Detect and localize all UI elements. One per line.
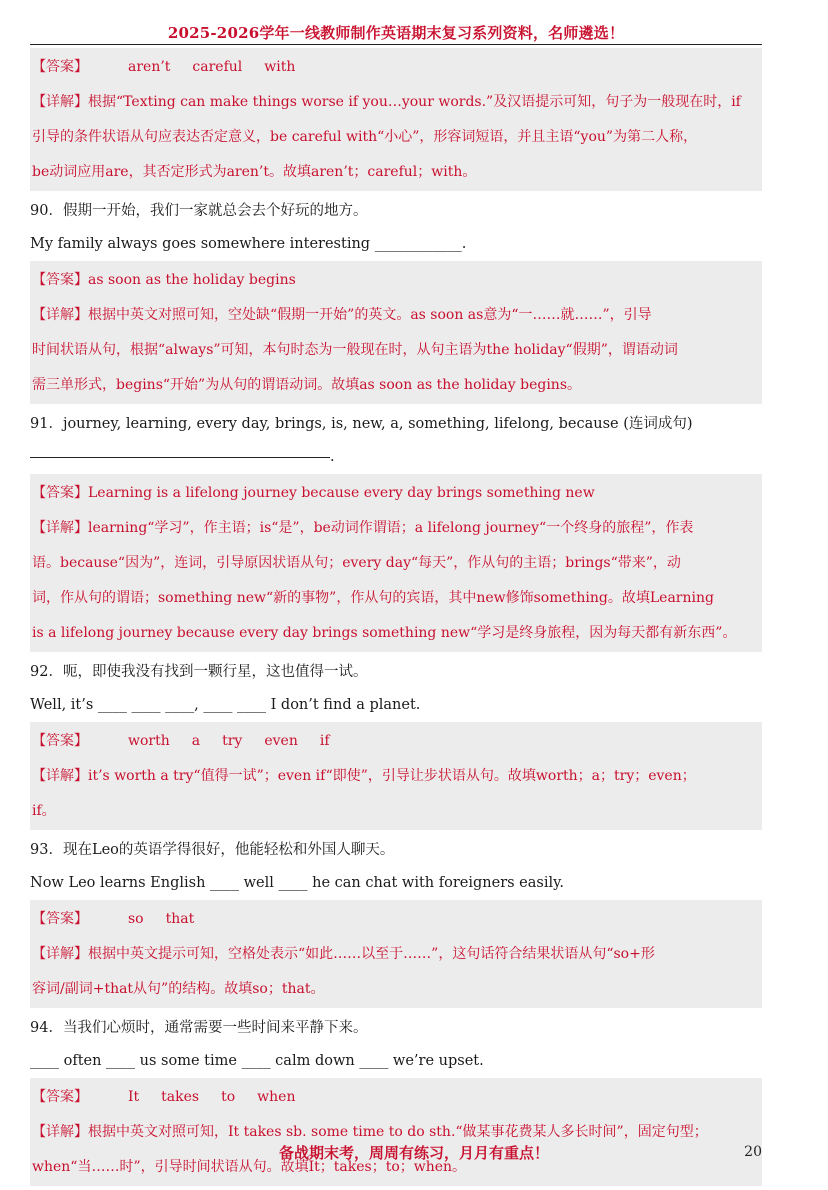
document-body (30, 48, 762, 1190)
answer-label: 【答案】 (32, 1089, 88, 1105)
explanation-line (32, 511, 758, 546)
explanation-line (32, 937, 758, 972)
answer-box (30, 474, 762, 652)
explanation-text: learning“学习”，作主语；is“是”，be动词作谓语；a lifelong journey“一个终身的旅程”，作表 (88, 520, 694, 536)
question-en: My family always goes somewhere interesting ____________. (30, 236, 467, 252)
question-cn: 91．journey, learning, every day, brings, is, new, a, something, lifelong, because (连词成句) (30, 416, 693, 432)
answer-box (30, 261, 762, 404)
explanation-text: 根据中英文对照可知，空处缺“假期一开始”的英文。as soon as意为“一……就……”，引导 (88, 307, 652, 323)
question-en: Well, it’s ____ ____ ____, ____ ____ I don’t find a planet. (30, 697, 421, 713)
answer-line (32, 1080, 758, 1115)
answer-token: worth (128, 733, 170, 749)
answer-token: try (222, 733, 243, 749)
explanation-line: be动词应用are，其否定形式为aren’t。故填aren’t；careful；with。 (32, 164, 477, 180)
answer-token: It (128, 1089, 140, 1105)
answer-line (32, 724, 758, 759)
explanation-text: 根据中英文对照可知，It takes sb. some time to do sth.“做某事花费某人多长时间”，固定句型； (88, 1124, 708, 1140)
explanation-line (32, 298, 758, 333)
question-en: Now Leo learns English ____ well ____ he can chat with foreigners easily. (30, 875, 564, 891)
answer-token: that (165, 911, 195, 927)
explanation-text: 根据“Texting can make things worse if you…your words.”及汉语提示可知，句子为一般现在时，if (88, 94, 741, 110)
explanation-line: 容词/副词+that从句”的结构。故填so；that。 (32, 981, 325, 997)
answer-token: careful (192, 59, 243, 75)
answer-label: 【答案】 (32, 733, 88, 749)
question-en-tail: . (330, 449, 335, 465)
explanation-line: when“当……时”，引导时间状语从句。故填It；takes；to；when。 (32, 1159, 467, 1175)
explanation-line: 语。because“因为”，连词，引导原因状语从句；every day“每天”，作从句的主语；brings“带来”，动 (32, 555, 681, 571)
question-cn: 90．假期一开始，我们一家就总会去个好玩的地方。 (30, 203, 368, 219)
explanation-line: is a lifelong journey because every day brings something new“学习是终身旅程，因为每天都有新东西”。 (32, 625, 737, 641)
answer-line (32, 902, 758, 937)
answer-token: so (128, 911, 144, 927)
explanation-line (32, 759, 758, 794)
answer-box (30, 900, 762, 1008)
page-footer: 备战期末考，周周有练习，月月有重点！ (278, 1144, 549, 1162)
explanation-line: 时间状语从句，根据“always”可知，本句时态为一般现在时，从句主语为the holiday“假期”，谓语动词 (32, 342, 678, 358)
answer-label: 【答案】 (32, 272, 88, 288)
answer-label: 【答案】 (32, 911, 88, 927)
question-en: ____ often ____ us some time ____ calm down ____ we’re upset. (30, 1053, 484, 1069)
explanation-line: 引导的条件状语从句应表达否定意义，be careful with“小心”，形容词短语，并且主语“you”为第二人称， (32, 129, 698, 145)
answer-label: 【答案】 (32, 485, 88, 501)
explanation-label: 【详解】 (32, 94, 88, 110)
explanation-text: 根据中英文提示可知，空格处表示“如此……以至于……”，这句话符合结果状语从句“so+形 (88, 946, 655, 962)
page-header: 2025-2026学年一线教师制作英语期末复习系列资料，名师遴选！ (167, 24, 625, 42)
answer-token: if (319, 733, 330, 749)
answer-token: aren’t (128, 59, 171, 75)
answer-line (32, 263, 758, 298)
answer-blank (30, 456, 330, 458)
explanation-line: 需三单形式，begins“开始”为从句的谓语动词。故填as soon as the holiday begins。 (32, 377, 582, 393)
question-cn: 92．呃，即使我没有找到一颗行星，这也值得一试。 (30, 664, 368, 680)
answer-token: with (264, 59, 296, 75)
explanation-label: 【详解】 (32, 1124, 88, 1140)
explanation-label: 【详解】 (32, 768, 88, 784)
answer-box (30, 722, 762, 830)
explanation-line: 词，作从句的谓语；something new“新的事物”，作从句的宾语，其中new修饰something。故填Learning (32, 590, 714, 606)
page-number: 20 (744, 1144, 762, 1160)
explanation-label: 【详解】 (32, 946, 88, 962)
question-blank-line (30, 441, 762, 474)
explanation-label: 【详解】 (32, 307, 88, 323)
answer-token: even (264, 733, 298, 749)
answer-token: when (257, 1089, 296, 1105)
answer-token: to (221, 1089, 236, 1105)
answer-label: 【答案】 (32, 59, 88, 75)
answer-line (32, 50, 758, 85)
answer-line (32, 476, 758, 511)
header-divider (30, 44, 762, 45)
question-cn: 94．当我们心烦时，通常需要一些时间来平静下来。 (30, 1020, 368, 1036)
answer-box (30, 48, 762, 191)
answer-text: as soon as the holiday begins (88, 272, 296, 288)
explanation-line (32, 85, 758, 120)
answer-text: Learning is a lifelong journey because every day brings something new (88, 485, 595, 501)
answer-box (30, 1078, 762, 1186)
explanation-label: 【详解】 (32, 520, 88, 536)
answer-token: a (191, 733, 201, 749)
question-cn: 93．现在Leo的英语学得很好，他能轻松和外国人聊天。 (30, 842, 395, 858)
explanation-line: if。 (32, 803, 56, 819)
answer-token: takes (161, 1089, 200, 1105)
explanation-text: it’s worth a try“值得一试”；even if“即使”，引导让步状语从句。故填worth；a；try；even； (88, 768, 696, 784)
